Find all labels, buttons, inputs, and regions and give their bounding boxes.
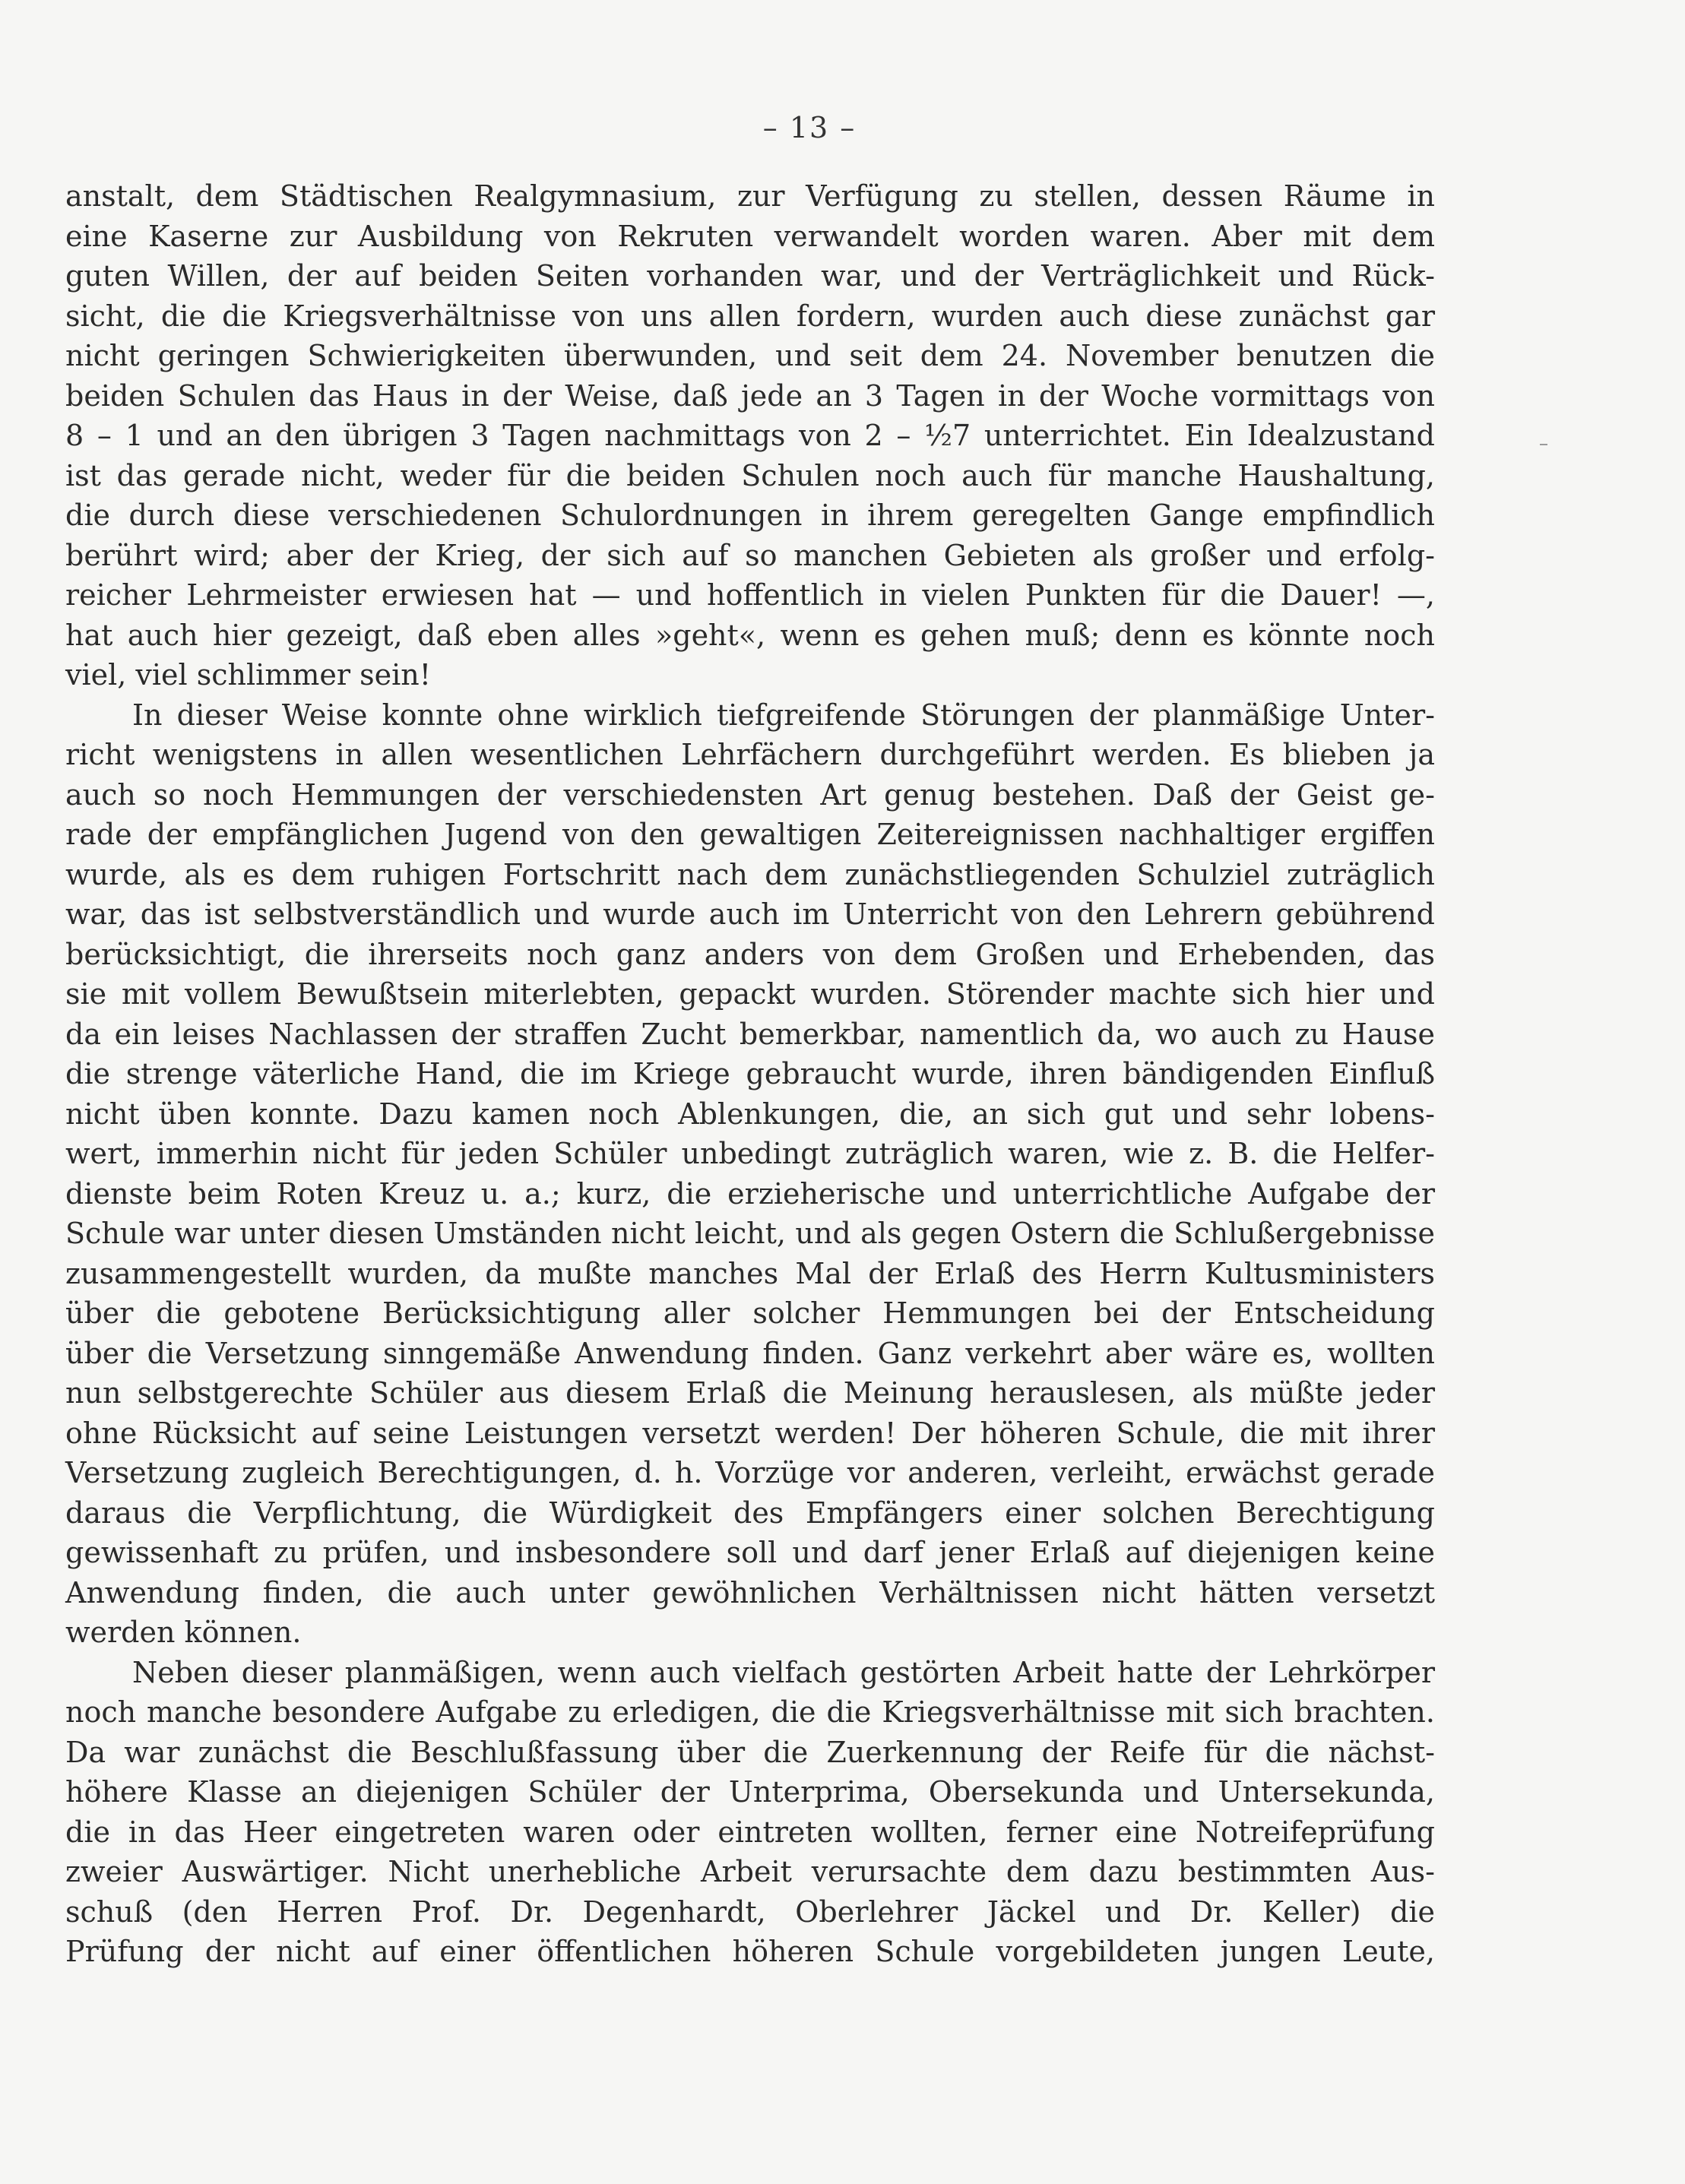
text-line: die in das Heer eingetreten waren oder eintreten wollten, ferner eine Notreifeprüfung (65, 1815, 1435, 1849)
text-line: Prüfung der nicht auf einer öffentlichen höheren Schule vorgebildeten jungen Leute, (65, 1935, 1435, 1968)
text-line: ohne Rücksicht auf seine Leistungen versetzt werden! Der höheren Schule, die mit ihrer (65, 1416, 1435, 1450)
text-line: die durch diese verschiedenen Schulordnungen in ihrem geregelten Gange empfindlich (65, 499, 1435, 532)
text-line: anstalt, dem Städtischen Realgymnasium, zur Verfügung zu stellen, dessen Räume in (65, 179, 1435, 213)
text-line: Neben dieser planmäßigen, wenn auch vielfach gestörten Arbeit hatte der Lehrkörper (132, 1655, 1435, 1689)
text-line: Da war zunächst die Beschlußfassung über die Zuerkennung der Reife für die nächst- (65, 1735, 1435, 1769)
text-line: wurde, als es dem ruhigen Fortschritt nach dem zunächstliegenden Schulziel zuträglich (65, 857, 1435, 891)
text-line: hat auch hier gezeigt, daß eben alles »geht«, wenn es gehen muß; denn es könnte noch (65, 618, 1435, 652)
text-line: sie mit vollem Bewußtsein miterlebten, gepackt wurden. Störender machte sich hier und (65, 977, 1435, 1011)
text-line: die strenge väterliche Hand, die im Kriege gebraucht wurde, ihren bändigenden Einfluß (65, 1057, 1435, 1090)
text-line: dienste beim Roten Kreuz u. a.; kurz, die erzieherische und unterrichtliche Aufgabe der (65, 1176, 1435, 1211)
text-line: über die gebotene Berücksichtigung aller solcher Hemmungen bei der Entscheidung (65, 1296, 1435, 1330)
text-line: nicht üben konnte. Dazu kamen noch Ablenkungen, die, an sich gut und sehr lobens- (65, 1097, 1435, 1131)
text-line: guten Willen, der auf beiden Seiten vorhanden war, und der Verträglichkeit und Rück- (65, 259, 1435, 293)
text-line: auch so noch Hemmungen der verschiedensten Art genug bestehen. Daß der Geist ge- (65, 777, 1435, 812)
text-line: Anwendung finden, die auch unter gewöhnlichen Verhältnissen nicht hätten versetzt (65, 1575, 1435, 1610)
text-line: beiden Schulen das Haus in der Weise, daß jede an 3 Tagen in der Woche vormittags von (65, 378, 1435, 413)
body-text (65, 176, 1435, 1972)
text-line: schuß (den Herren Prof. Dr. Degenhardt, Oberlehrer Jäckel und Dr. Keller) die (65, 1894, 1435, 1929)
text-line: viel, viel schlimmer sein! (65, 658, 432, 692)
text-line: werden können. (65, 1616, 302, 1649)
margin-mark (1540, 444, 1547, 445)
text-line: berücksichtigt, die ihrerseits noch ganz anders von dem Großen und Erhebenden, das (65, 937, 1435, 971)
text-line: daraus die Verpflichtung, die Würdigkeit des Empfängers einer solchen Berechtigung (65, 1496, 1435, 1530)
text-line: sicht, die die Kriegsverhältnisse von uns allen fordern, wurden auch diese zunächst gar (65, 299, 1435, 333)
page-number: – 13 – (762, 111, 857, 144)
text-line: ist das gerade nicht, weder für die beiden Schulen noch auch für manche Haushaltung, (65, 458, 1435, 492)
text-line: reicher Lehrmeister erwiesen hat — und hoffentlich in vielen Punkten für die Dauer! —, (65, 578, 1435, 612)
text-line: war, das ist selbstverständlich und wurde auch im Unterricht von den Lehrern gebührend (65, 897, 1435, 931)
text-line: eine Kaserne zur Ausbildung von Rekruten verwandelt worden waren. Aber mit dem (65, 219, 1435, 253)
text-line: Versetzung zugleich Berechtigungen, d. h. Vorzüge vor anderen, verleiht, erwächst gerade (65, 1456, 1435, 1489)
text-line: nicht geringen Schwierigkeiten überwunden, und seit dem 24. November benutzen die (65, 339, 1435, 372)
text-line: rade der empfänglichen Jugend von den gewaltigen Zeitereignissen nachhaltiger ergiffen (65, 818, 1435, 851)
text-line: richt wenigstens in allen wesentlichen Lehrfächern durchgeführt werden. Es blieben ja (65, 738, 1435, 771)
text-line: da ein leises Nachlassen der straffen Zucht bemerkbar, namentlich da, wo auch zu Hause (65, 1017, 1435, 1051)
text-line: nun selbstgerechte Schüler aus diesem Erlaß die Meinung herauslesen, als müßte jeder (65, 1376, 1435, 1410)
text-line: In dieser Weise konnte ohne wirklich tiefgreifende Störungen der planmäßige Unter- (132, 698, 1435, 732)
text-line: 8 – 1 und an den übrigen 3 Tagen nachmittags von 2 – ½7 unterrichtet. Ein Idealzustand (65, 419, 1435, 452)
text-line: Schule war unter diesen Umständen nicht leicht, und als gegen Ostern die Schlußergebnisse (65, 1217, 1435, 1250)
text-line: gewissenhaft zu prüfen, und insbesondere soll und darf jener Erlaß auf diejenigen keine (65, 1536, 1435, 1569)
text-line: zweier Auswärtiger. Nicht unerhebliche Arbeit verursachte dem dazu bestimmten Aus- (65, 1855, 1435, 1888)
text-line: höhere Klasse an diejenigen Schüler der Unterprima, Obersekunda und Untersekunda, (65, 1775, 1435, 1809)
text-line: berührt wird; aber der Krieg, der sich auf so manchen Gebieten als großer und erfolg- (65, 538, 1435, 572)
text-line: noch manche besondere Aufgabe zu erledigen, die die Kriegsverhältnisse mit sich brachten. (65, 1695, 1435, 1729)
text-line: über die Versetzung sinngemäße Anwendung finden. Ganz verkehrt aber wäre es, wollten (65, 1336, 1435, 1370)
text-line: wert, immerhin nicht für jeden Schüler unbedingt zuträglich waren, wie z. B. die Helfer- (65, 1137, 1435, 1170)
text-line: zusammengestellt wurden, da mußte manches Mal der Erlaß des Herrn Kultusministers (65, 1256, 1435, 1290)
